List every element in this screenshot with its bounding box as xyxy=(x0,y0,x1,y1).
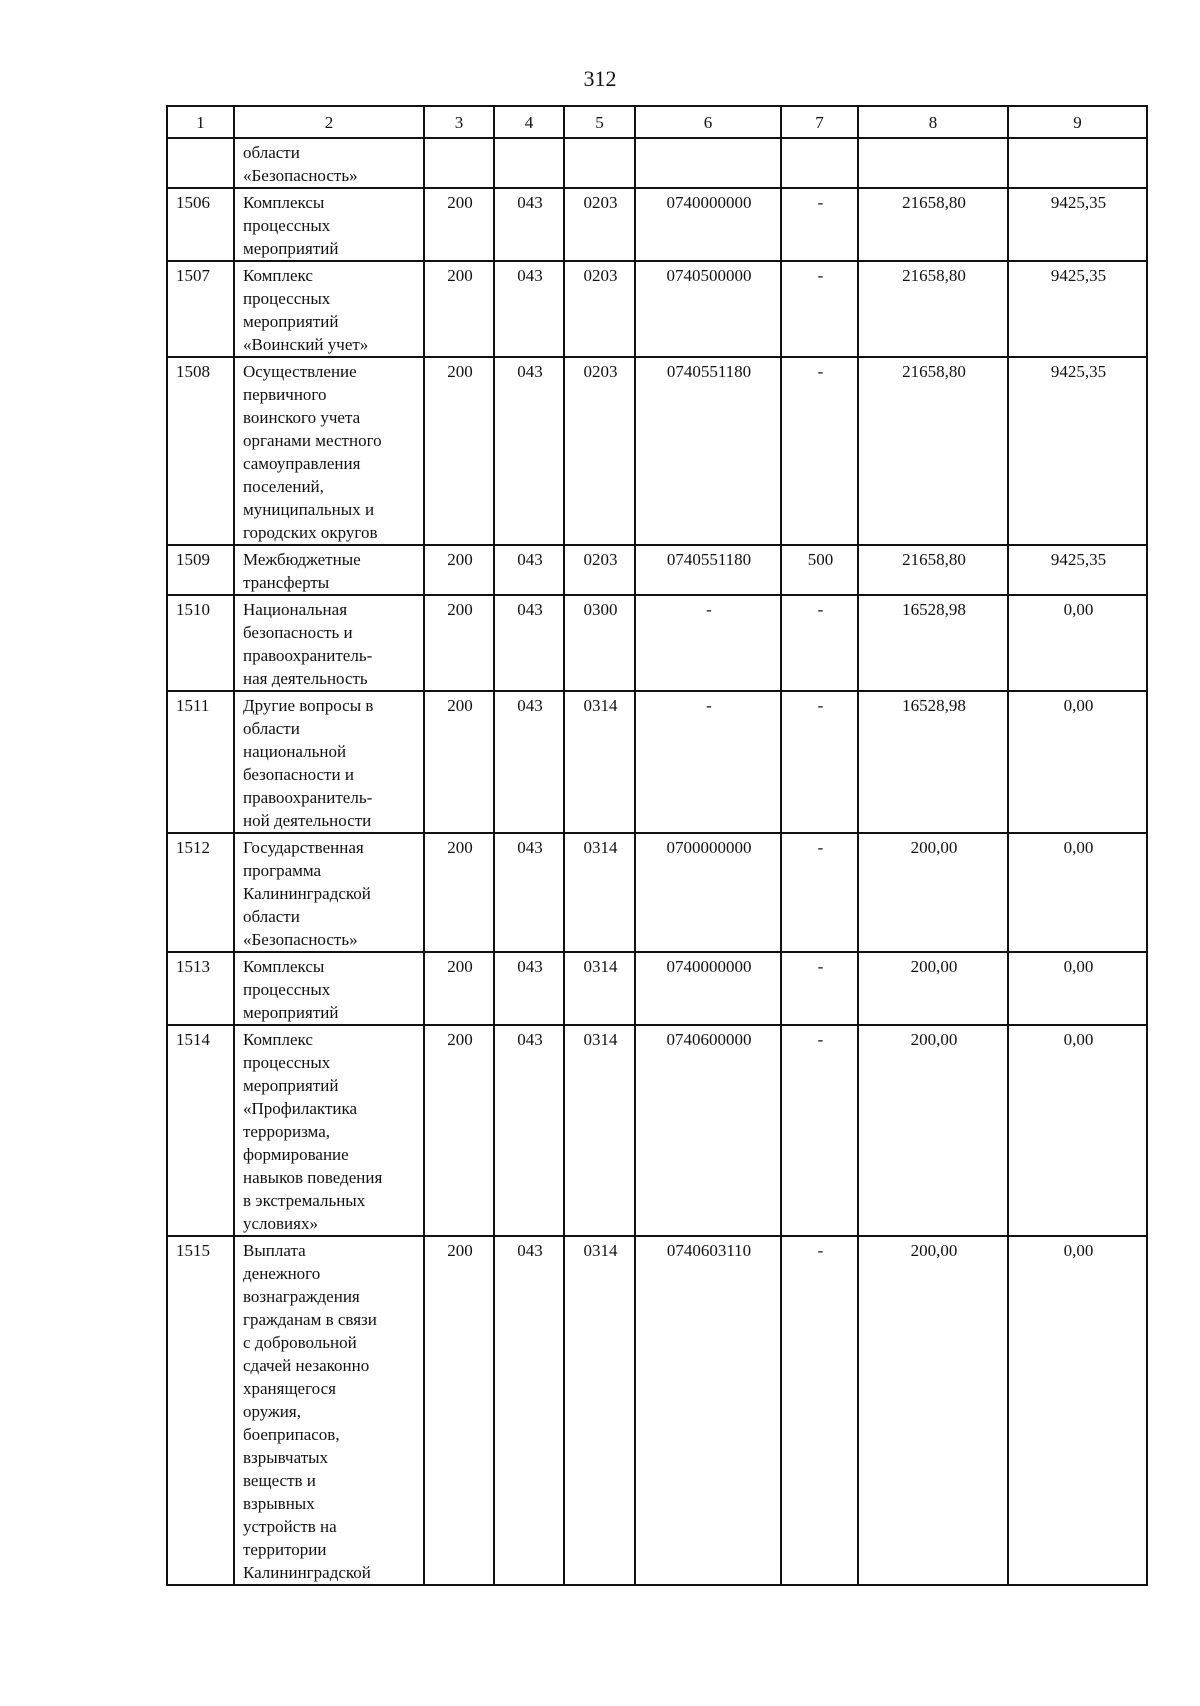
cell-col7: - xyxy=(781,952,858,1025)
cell-col7: - xyxy=(781,1236,858,1585)
table-row xyxy=(167,188,1147,261)
row-number: 1514 xyxy=(167,1025,234,1236)
table-row xyxy=(167,357,1147,545)
cell-col9: 9425,35 xyxy=(1008,188,1147,261)
cell-col4: 043 xyxy=(494,595,564,691)
row-number: 1515 xyxy=(167,1236,234,1585)
cell-col4: 043 xyxy=(494,1236,564,1585)
cell-col6 xyxy=(635,138,781,188)
cell-col6: 0740551180 xyxy=(635,545,781,595)
cell-col5: 0203 xyxy=(564,261,635,357)
cell-col9: 0,00 xyxy=(1008,691,1147,833)
row-name: Выплата денежного вознаграждения гражданам в связи с добровольной сдачей незаконно хранящегося оружия, боеприпасов, взрывчатых веществ и взрывных устройств на территории Калининградской xyxy=(243,1241,377,1582)
cell-col3: 200 xyxy=(424,1025,494,1236)
table-row xyxy=(167,595,1147,691)
cell-col5: 0203 xyxy=(564,357,635,545)
cell-col5: 0314 xyxy=(564,1025,635,1236)
row-number: 1507 xyxy=(167,261,234,357)
cell-col3: 200 xyxy=(424,691,494,833)
page-number: 312 xyxy=(583,66,617,91)
cell-col7: - xyxy=(781,833,858,952)
table-header-row xyxy=(167,106,1147,138)
cell-col8: 16528,98 xyxy=(858,691,1008,833)
cell-col9: 0,00 xyxy=(1008,833,1147,952)
cell-col3: 200 xyxy=(424,833,494,952)
col-header-3: 3 xyxy=(424,106,494,138)
cell-col8: 21658,80 xyxy=(858,357,1008,545)
cell-col8: 21658,80 xyxy=(858,188,1008,261)
col-header-4: 4 xyxy=(494,106,564,138)
col-header-8: 8 xyxy=(858,106,1008,138)
cell-col7: - xyxy=(781,188,858,261)
cell-col5: 0300 xyxy=(564,595,635,691)
col-header-9: 9 xyxy=(1008,106,1147,138)
row-name: Национальная безопасность и правоохранитель- ная деятельность xyxy=(243,600,373,688)
cell-col7: 500 xyxy=(781,545,858,595)
cell-col4 xyxy=(494,138,564,188)
cell-col4: 043 xyxy=(494,691,564,833)
cell-col3: 200 xyxy=(424,1236,494,1585)
row-number xyxy=(167,138,234,188)
cell-col6: 0740603110 xyxy=(635,1236,781,1585)
table-row xyxy=(167,138,1147,188)
cell-col5: 0314 xyxy=(564,952,635,1025)
cell-col6: - xyxy=(635,691,781,833)
cell-col7: - xyxy=(781,691,858,833)
cell-col7: - xyxy=(781,261,858,357)
row-name: Межбюджетные трансферты xyxy=(243,550,361,592)
cell-col8: 200,00 xyxy=(858,1025,1008,1236)
table-row xyxy=(167,691,1147,833)
table-row xyxy=(167,261,1147,357)
cell-col9: 0,00 xyxy=(1008,595,1147,691)
cell-col8: 21658,80 xyxy=(858,261,1008,357)
row-number: 1506 xyxy=(167,188,234,261)
cell-col3: 200 xyxy=(424,952,494,1025)
cell-col5 xyxy=(564,138,635,188)
cell-col6: 0740600000 xyxy=(635,1025,781,1236)
cell-col9: 9425,35 xyxy=(1008,357,1147,545)
row-name: Комплекс процессных мероприятий «Воинский учет» xyxy=(243,266,369,354)
row-name: Государственная программа Калининградской области «Безопасность» xyxy=(243,838,371,949)
cell-col9: 0,00 xyxy=(1008,1025,1147,1236)
row-name: Другие вопросы в области национальной безопасности и правоохранитель- ной деятельности xyxy=(243,696,374,830)
budget-table xyxy=(166,105,1148,1586)
cell-col3: 200 xyxy=(424,545,494,595)
col-header-6: 6 xyxy=(635,106,781,138)
cell-col6: 0740551180 xyxy=(635,357,781,545)
row-number: 1509 xyxy=(167,545,234,595)
cell-col9: 9425,35 xyxy=(1008,261,1147,357)
cell-col8: 200,00 xyxy=(858,833,1008,952)
table-row xyxy=(167,833,1147,952)
table-row xyxy=(167,1236,1147,1585)
row-name: Комплекс процессных мероприятий «Профилактика терроризма, формирование навыков поведения в экстремальных условиях» xyxy=(243,1030,383,1233)
col-header-1: 1 xyxy=(167,106,234,138)
cell-col3: 200 xyxy=(424,188,494,261)
cell-col5: 0203 xyxy=(564,188,635,261)
table-row xyxy=(167,545,1147,595)
cell-col8: 21658,80 xyxy=(858,545,1008,595)
cell-col4: 043 xyxy=(494,833,564,952)
cell-col6: 0740500000 xyxy=(635,261,781,357)
cell-col8: 200,00 xyxy=(858,952,1008,1025)
table-row xyxy=(167,1025,1147,1236)
row-name: Комплексы процессных мероприятий xyxy=(243,957,339,1022)
cell-col5: 0314 xyxy=(564,1236,635,1585)
cell-col9: 0,00 xyxy=(1008,952,1147,1025)
col-header-5: 5 xyxy=(564,106,635,138)
cell-col3: 200 xyxy=(424,261,494,357)
cell-col3: 200 xyxy=(424,595,494,691)
row-name: Осуществление первичного воинского учета органами местного самоуправления поселений, муниципальных и городских округов xyxy=(243,362,382,542)
cell-col8: 16528,98 xyxy=(858,595,1008,691)
cell-col6: 0740000000 xyxy=(635,188,781,261)
cell-col8: 200,00 xyxy=(858,1236,1008,1585)
cell-col9: 9425,35 xyxy=(1008,545,1147,595)
row-number: 1512 xyxy=(167,833,234,952)
cell-col6: 0700000000 xyxy=(635,833,781,952)
cell-col3: 200 xyxy=(424,357,494,545)
row-number: 1513 xyxy=(167,952,234,1025)
cell-col5: 0314 xyxy=(564,691,635,833)
cell-col5: 0203 xyxy=(564,545,635,595)
cell-col9: 0,00 xyxy=(1008,1236,1147,1585)
col-header-7: 7 xyxy=(781,106,858,138)
cell-col4: 043 xyxy=(494,1025,564,1236)
cell-col4: 043 xyxy=(494,545,564,595)
cell-col4: 043 xyxy=(494,357,564,545)
cell-col4: 043 xyxy=(494,952,564,1025)
cell-col6: - xyxy=(635,595,781,691)
row-name: Комплексы процессных мероприятий xyxy=(243,193,339,258)
cell-col4: 043 xyxy=(494,188,564,261)
cell-col7: - xyxy=(781,357,858,545)
row-number: 1511 xyxy=(167,691,234,833)
cell-col7: - xyxy=(781,1025,858,1236)
col-header-2: 2 xyxy=(234,106,424,138)
cell-col3 xyxy=(424,138,494,188)
row-name: области «Безопасность» xyxy=(243,143,358,185)
row-number: 1508 xyxy=(167,357,234,545)
cell-col6: 0740000000 xyxy=(635,952,781,1025)
cell-col5: 0314 xyxy=(564,833,635,952)
row-number: 1510 xyxy=(167,595,234,691)
table-row xyxy=(167,952,1147,1025)
cell-col7 xyxy=(781,138,858,188)
cell-col7: - xyxy=(781,595,858,691)
cell-col9 xyxy=(1008,138,1147,188)
cell-col8 xyxy=(858,138,1008,188)
cell-col4: 043 xyxy=(494,261,564,357)
